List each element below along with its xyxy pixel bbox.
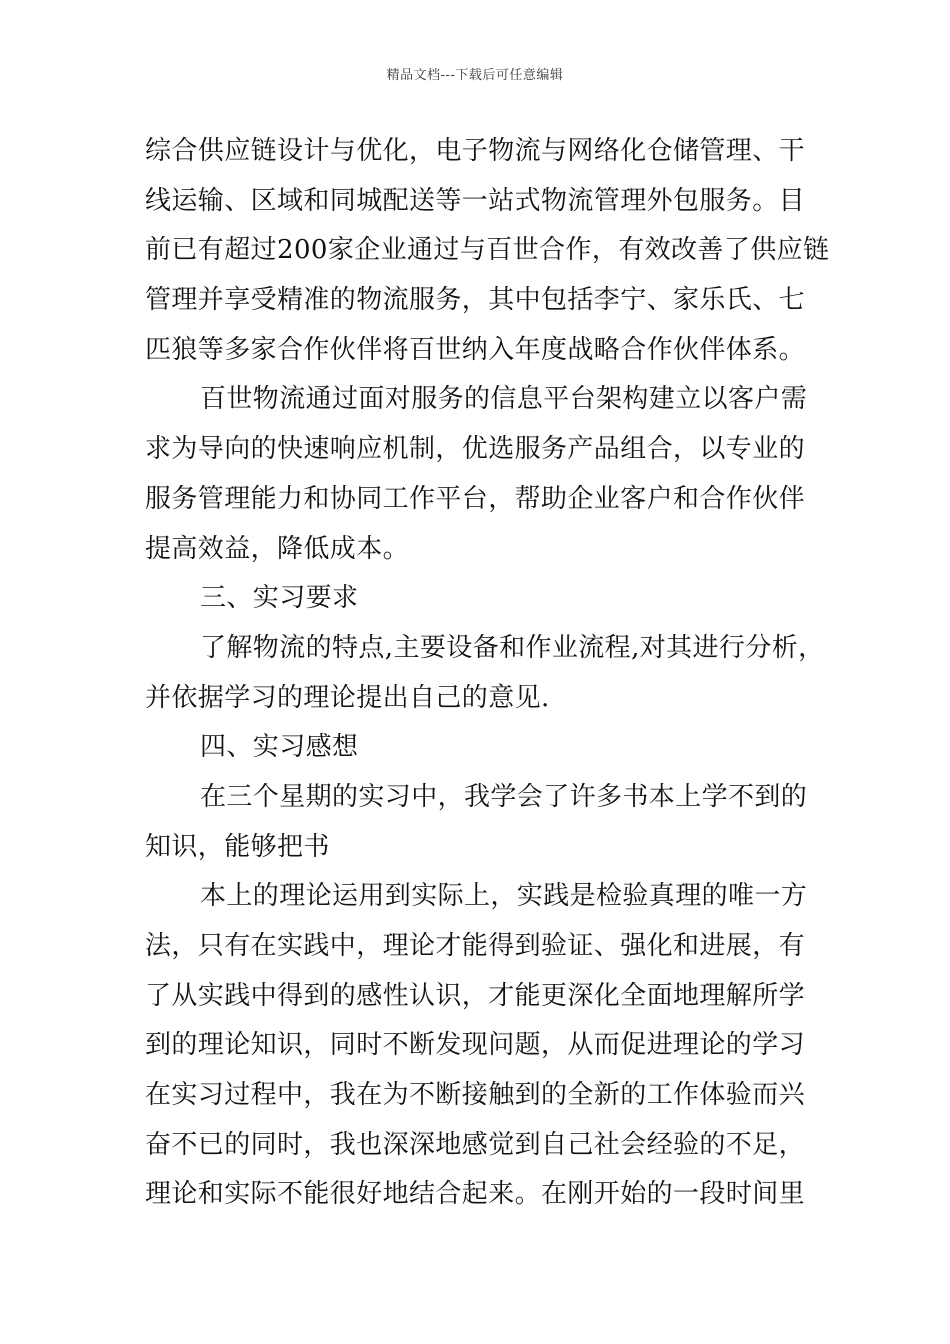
page-header: 精品文档---下载后可任意编辑 xyxy=(386,68,564,83)
text-line: 理论和实际不能很好地结合起来。在刚开始的一段时间里 xyxy=(145,1179,806,1210)
text-line: 匹狼等多家合作伙伴将百世纳入年度战略合作伙伴体系。 xyxy=(145,334,806,365)
text-line: 服务管理能力和协同工作平台，帮助企业客户和合作伙伴 xyxy=(145,483,806,514)
text-line: 综合供应链设计与优化，电子物流与网络化仓储管理、干 xyxy=(145,136,806,166)
paragraph xyxy=(145,773,808,872)
section-heading xyxy=(145,574,805,624)
text-line: 并依据学习的理论提出自己的意见. xyxy=(145,682,550,713)
text-line: 线运输、区域和同城配送等一站式物流管理外包服务。目 xyxy=(145,185,806,216)
text-line: 管理并享受精准的物流服务，其中包括李宁、家乐氏、七 xyxy=(145,285,806,316)
text-line: 了解物流的特点,主要设备和作业流程,对其进行分析， xyxy=(200,632,825,663)
text-line: 了从实践中得到的感性认识，才能更深化全面地理解所学 xyxy=(145,980,806,1011)
paragraph xyxy=(145,127,830,375)
paragraph xyxy=(145,872,808,1220)
text-line: 到的理论知识，同时不断发现问题，从而促进理论的学习 xyxy=(145,1030,806,1061)
text-line: 百世物流通过面对服务的信息平台架构建立以客户需 xyxy=(200,384,808,415)
paragraph xyxy=(145,375,808,574)
text-line: 在实习过程中，我在为不断接触到的全新的工作体验而兴 xyxy=(145,1080,806,1111)
text-line: 前已有超过200家企业通过与百世合作，有效改善了供应链 xyxy=(145,235,830,266)
text-line: 奋不已的同时，我也深深地感觉到自己社会经验的不足， xyxy=(145,1129,806,1160)
text-line: 提高效益，降低成本。 xyxy=(145,533,410,564)
text-line: 法，只有在实践中，理论才能得到验证、强化和进展，有 xyxy=(145,931,806,961)
paragraph xyxy=(145,624,825,723)
text-line: 在三个星期的实习中，我学会了许多书本上学不到的 xyxy=(200,781,808,812)
text-line: 知识，能够把书 xyxy=(145,831,330,862)
text-line: 本上的理论运用到实际上，实践是检验真理的唯一方 xyxy=(200,881,808,912)
heading-text: 三、实习要求 xyxy=(200,583,359,614)
text-line: 求为导向的快速响应机制，优选服务产品组合，以专业的 xyxy=(145,434,806,465)
heading-text: 四、实习感想 xyxy=(200,732,359,763)
document-body xyxy=(145,127,830,1220)
section-heading xyxy=(145,723,805,773)
